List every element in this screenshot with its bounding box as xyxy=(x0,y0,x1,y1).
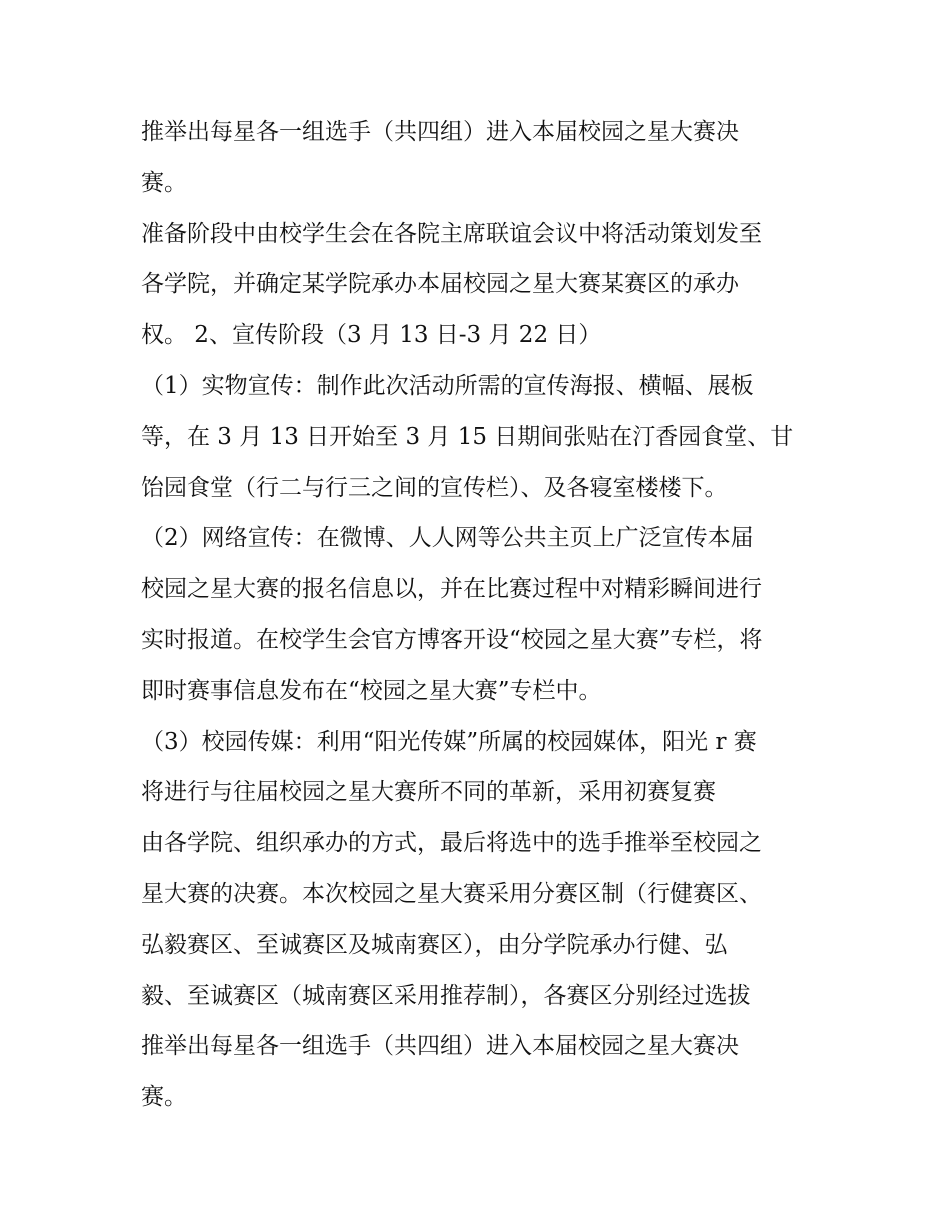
text-line: 弘毅赛区、至诚赛区及城南赛区），由分学院承办行健、弘 xyxy=(141,931,728,958)
text-line: 赛。 xyxy=(141,169,187,196)
text-line: （1）实物宣传：制作此次活动所需的宣传海报、横幅、展板 xyxy=(141,372,754,399)
text-line: 将进行与往届校园之星大赛所不同的革新，采用初赛复赛 xyxy=(141,779,716,806)
text-line: 星大赛的决赛。本次校园之星大赛采用分赛区制（行健赛区、 xyxy=(141,880,762,907)
text-line: 饴园食堂（行二与行三之间的宣传栏）、及各寝室楼楼下。 xyxy=(141,474,728,501)
text-line: 权。 2、宣传阶段（3 月 13 日-3 月 22 日） xyxy=(141,322,602,349)
text-line: 由各学院、组织承办的方式，最后将选中的选手推举至校园之 xyxy=(141,830,762,857)
document-body xyxy=(141,107,821,1123)
text-line: （3）校园传媒：利用“阳光传媒”所属的校园媒体，阳光 r 赛 xyxy=(141,728,757,755)
text-line: 赛。 xyxy=(141,1084,187,1111)
text-line: 毅、至诚赛区（城南赛区采用推荐制），各赛区分别经过选拔 xyxy=(141,982,751,1009)
text-line: 校园之星大赛的报名信息以，并在比赛过程中对精彩瞬间进行 xyxy=(141,576,762,603)
text-line: 各学院，并确定某学院承办本届校园之星大赛某赛区的承办 xyxy=(141,271,739,298)
text-line: 等，在 3 月 13 日开始至 3 月 15 日期间张贴在汀香园食堂、甘 xyxy=(141,423,794,450)
text-line: 实时报道。在校学生会官方博客开设“校园之星大赛”专栏，将 xyxy=(141,626,763,653)
text-line: （2）网络宣传：在微博、人人网等公共主页上广泛宣传本届 xyxy=(141,525,754,552)
text-line: 推举出每星各一组选手（共四组）进入本届校园之星大赛决 xyxy=(141,119,739,145)
text-line: 即时赛事信息发布在“校园之星大赛”专栏中。 xyxy=(141,677,602,704)
text-line: 准备阶段中由校学生会在各院主席联谊会议中将活动策划发至 xyxy=(141,220,762,247)
text-line: 推举出每星各一组选手（共四组）进入本届校园之星大赛决 xyxy=(141,1033,739,1060)
